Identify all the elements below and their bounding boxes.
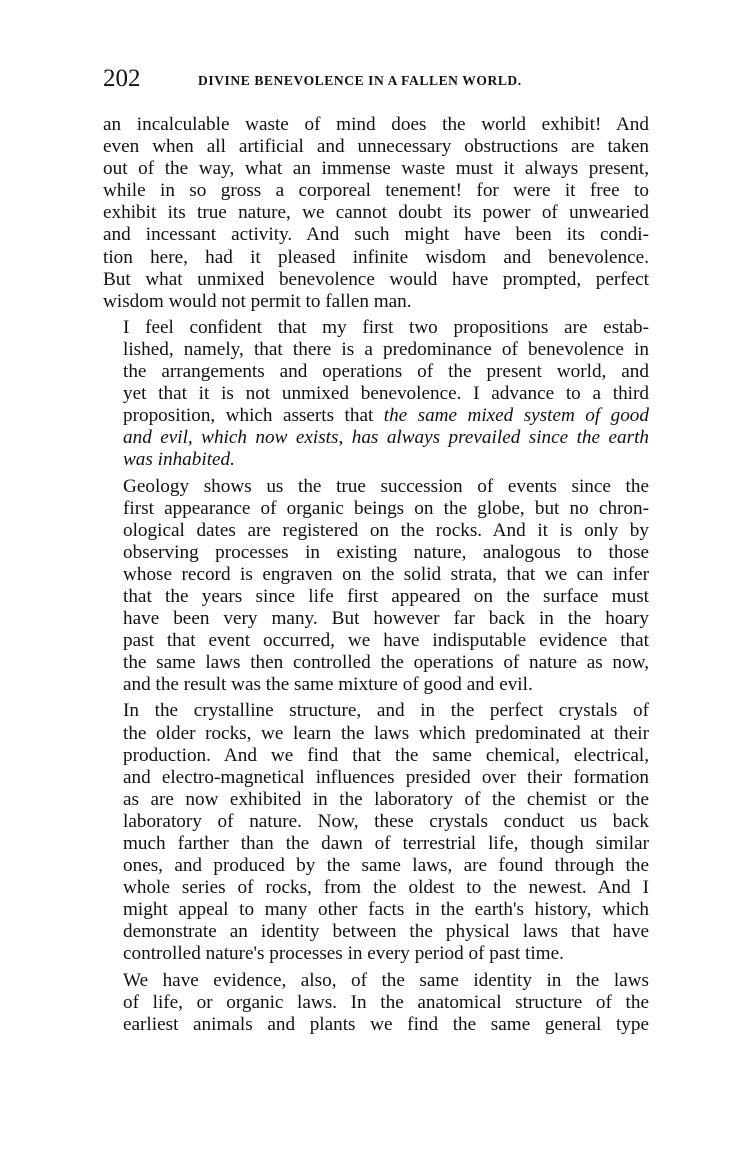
text-line: laboratory of nature. Now, these crystals conduct us back [123, 810, 649, 832]
paragraph-1 [103, 114, 649, 313]
paragraph-4 [103, 700, 649, 965]
text-line: past that event occurred, we have indisputable evidence that [123, 630, 649, 652]
text-line: of life, or organic laws. In the anatomical structure of the [123, 991, 649, 1013]
text-line: the older rocks, we learn the laws which predominated at their [123, 722, 649, 744]
text-line: In the crystalline structure, and in the perfect crystals of [123, 700, 649, 722]
book-page [103, 64, 649, 1036]
italic-proposition: the same mixed system of good [383, 405, 649, 427]
text-line: that the years since life first appeared on the surface must [123, 585, 649, 607]
text-line: and electro-magnetical influences presided over their formation [123, 766, 649, 788]
running-head [103, 64, 649, 104]
text-line: might appeal to many other facts in the earth's history, which [123, 899, 649, 921]
italic-proposition: and evil, which now exists, has always prevailed since the earth [123, 427, 649, 449]
paragraph-5 [103, 970, 649, 1036]
text-line: the arrangements and operations of the present world, and [123, 361, 649, 383]
text-line: ones, and produced by the same laws, are found through the [123, 855, 649, 877]
paragraph-2 [103, 317, 649, 472]
text-line: much farther than the dawn of terrestrial life, though similar [123, 833, 649, 854]
text-line: the same laws then controlled the operations of nature as now, [123, 652, 649, 674]
text-line: earliest animals and plants we find the same general type [123, 1013, 649, 1035]
text-line: as are now exhibited in the laboratory of the chemist or the [123, 788, 649, 810]
text-line: first appearance of organic beings on the globe, but no chron- [123, 497, 649, 519]
running-head-title: DIVINE BENEVOLENCE IN A FALLEN WORLD. [198, 73, 522, 88]
text-line: exhibit its true nature, we cannot doubt its power of unwearied [103, 202, 649, 224]
body-text [103, 114, 649, 1036]
text-line: I feel confident that my first two propositions are estab- [123, 316, 649, 338]
text-line: wisdom would not permit to fallen man. [103, 290, 412, 312]
text-line: observing processes in existing nature, analogous to those [123, 541, 649, 563]
text-segment: proposition, which asserts that [123, 405, 384, 427]
text-line: yet that it is not unmixed benevolence. I advance to a third [123, 383, 649, 405]
text-line: out of the way, what an immense waste must it always present, [103, 158, 649, 180]
italic-proposition: was inhabited. [123, 449, 235, 471]
text-line: while in so gross a corporeal tenement! for were it free to [103, 180, 649, 202]
text-line: lished, namely, that there is a predominance of benevolence in [123, 338, 649, 360]
page-number: 202 [103, 65, 141, 92]
text-line: whole series of rocks, from the oldest to the newest. And I [123, 877, 649, 899]
italic-text-line [103, 449, 649, 471]
text-line: ological dates are registered on the rocks. And it is only by [123, 519, 649, 541]
text-line: Geology shows us the true succession of events since the [123, 475, 649, 497]
text-line: have been very many. But however far back in the hoary [123, 608, 649, 630]
text-line: even when all artificial and unnecessary obstructions are taken [103, 136, 649, 158]
text-line: production. And we find that the same chemical, electrical, [123, 744, 649, 766]
text-line: But what unmixed benevolence would have prompted, perfect [103, 268, 649, 290]
text-line: and incessant activity. And such might have been its condi- [103, 224, 649, 246]
text-line: whose record is engraven on the solid strata, that we can infer [123, 563, 649, 585]
italic-text-line [103, 427, 649, 449]
text-line: tion here, had it pleased infinite wisdom and benevolence. [103, 246, 649, 268]
text-line: an incalculable waste of mind does the world exhibit! And [103, 114, 649, 135]
paragraph-3 [103, 476, 649, 697]
text-line: controlled nature's processes in every period of past time. [123, 943, 564, 965]
text-line: and the result was the same mixture of good and evil. [123, 674, 533, 696]
text-line-with-italic [103, 405, 649, 427]
text-line: We have evidence, also, of the same identity in the laws [123, 969, 649, 991]
text-line: demonstrate an identity between the physical laws that have [123, 921, 649, 943]
